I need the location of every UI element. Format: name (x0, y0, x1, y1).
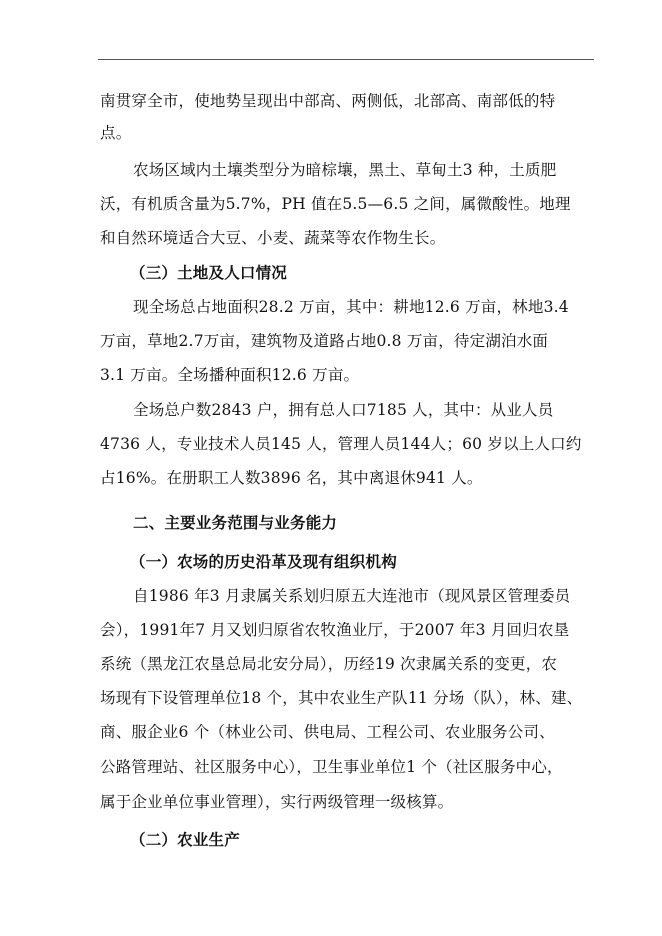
paragraph-line: 公路管理站、社区服务中心），卫生事业单位1 个（社区服务中心， (100, 758, 563, 776)
paragraph-line: 4736 人，专业技术人员145 人，管理人员144人；60 岁以上人口约 (100, 435, 582, 453)
paragraph-line: 沃，有机质含量为5.7%，PH 值在5.5—6.5 之间，属微酸性。地理 (100, 195, 571, 213)
section-heading-agricultural-production: （二）农业生产 (130, 830, 240, 849)
paragraph-line: 会），1991年7 月又划归原省农牧渔业厅，于2007 年3 月回归农垦 (100, 621, 570, 639)
paragraph-line: 商、服企业6 个（林业公司、供电局、工程公司、农业服务公司、 (100, 723, 555, 741)
paragraph-line: 万亩，草地2.7万亩，建筑物及道路占地0.8 万亩，待定湖泊水面 (100, 332, 549, 350)
paragraph-line: 3.1 万亩。全场播种面积12.6 万亩。 (100, 366, 360, 384)
chapter-heading-business-scope: 二、主要业务范围与业务能力 (133, 513, 338, 532)
section-heading-land-population: （三）土地及人口情况 (130, 263, 288, 282)
paragraph-line: 点。 (100, 124, 132, 142)
paragraph-line: 南贯穿全市，使地势呈现出中部高、两侧低，北部高、南部低的特 (100, 92, 556, 110)
paragraph-line: 现全场总占地面积28.2 万亩，其中：耕地12.6 万亩，林地3.4 (133, 298, 569, 316)
section-heading-history-organization: （一）农场的历史沿革及现有组织机构 (130, 552, 397, 571)
paragraph-line: 自1986 年3 月隶属关系划归原五大连池市（现风景区管理委员 (133, 587, 571, 605)
paragraph-line: 场现有下设管理单位18 个，其中农业生产队11 分场（队），林、建、 (100, 689, 583, 707)
paragraph-line: 全场总户数2843 户，拥有总人口7185 人，其中：从业人员 (133, 401, 554, 419)
paragraph-line: 属于企业单位事业管理），实行两级管理一级核算。 (100, 793, 454, 811)
header-rule (98, 59, 594, 60)
paragraph-line: 系统（黑龙江农垦总局北安分局），历经19 次隶属关系的变更，农 (100, 655, 558, 673)
paragraph-line: 农场区域内土壤类型分为暗棕壤，黑土、草甸土3 种，土质肥 (133, 161, 557, 179)
paragraph-line: 和自然环境适合大豆、小麦、蔬菜等农作物生长。 (100, 229, 446, 247)
paragraph-line: 占16%。在册职工人数3896 名，其中离退休941 人。 (100, 469, 483, 487)
